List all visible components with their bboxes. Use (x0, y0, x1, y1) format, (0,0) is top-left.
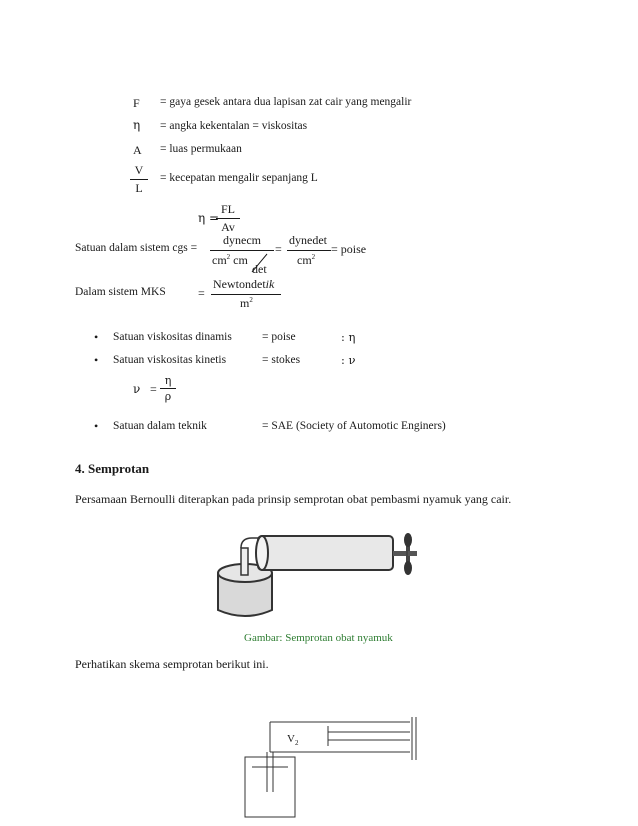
mks-den-text: m (240, 296, 250, 310)
cgs-eq: = (275, 242, 282, 256)
cgs-frac2-den-text: cm (297, 253, 312, 267)
schematic-v2-label (287, 733, 299, 748)
eta-formula-den: Av (221, 220, 235, 234)
nu-den: ρ (164, 390, 172, 403)
cgs-frac1-den-sup: 2 (226, 253, 231, 261)
mks-num-text: Newtondet (213, 277, 266, 291)
eta-formula-fraction (216, 202, 240, 235)
cgs-frac1-line (210, 250, 274, 251)
section-heading: 4. Semprotan (75, 461, 150, 476)
section-instruction: Perhatikan skema semprotan berikut ini. (75, 657, 269, 671)
def-text-eta: = angka kekentalan = viskositas (160, 120, 308, 132)
cgs-frac1-den-b: cm (233, 253, 248, 267)
section-paragraph: Persamaan Bernoulli diterapkan pada prinsip semprotan obat pembasmi nyamuk yang cair. (75, 492, 512, 506)
cgs-frac2-line (287, 250, 331, 251)
def-symbol-v-over-l (130, 163, 148, 196)
cgs-frac1-den (212, 253, 248, 268)
def-text-F: = gaya gesek antara dua lapisan zat cair yang mengalir (160, 96, 412, 108)
cgs-frac2-den (297, 253, 315, 268)
cgs-frac1-den-a: cm (212, 253, 227, 267)
eta-formula-num: FL (220, 202, 235, 216)
cgs-frac1-num: dynecm (223, 233, 261, 247)
cgs-result: = poise (331, 242, 367, 256)
nu-eq: = (150, 382, 157, 396)
cgs-frac2-den-sup: 2 (311, 253, 316, 261)
bullet-dot: • (94, 419, 99, 433)
def-v-num: V (134, 163, 144, 177)
cgs-frac2-num: dynedet (289, 233, 327, 247)
unit-technical-label: Satuan dalam teknik (113, 420, 207, 432)
cgs-label: Satuan dalam sistem cgs = (75, 242, 198, 254)
fraction-line (130, 179, 148, 180)
nu-num: η (164, 374, 172, 387)
mks-line (211, 294, 281, 295)
mks-num (213, 277, 274, 292)
sprayer-schematic (240, 712, 440, 822)
mks-num-italic: ik (265, 277, 275, 291)
schematic-v-sub: 2 (294, 739, 299, 748)
mks-den-sup: 2 (249, 296, 253, 304)
def-symbol-A: A (133, 143, 142, 157)
bullet-dot: • (94, 353, 99, 367)
unit-kinetic-label: Satuan viskositas kinetis (113, 354, 227, 366)
def-text-v-over-l: = kecepatan mengalir sepanjang L (160, 172, 318, 184)
unit-dynamic-value: = poise (262, 331, 296, 343)
def-symbol-eta: η (133, 118, 141, 132)
unit-technical-value: = SAE (Society of Automotic Enginers) (262, 420, 446, 432)
unit-kinetic-symbol: : ν (341, 353, 356, 367)
mks-den (240, 296, 253, 311)
def-l-den: L (135, 181, 143, 195)
cgs-frac1-den-c: det (252, 262, 267, 276)
mks-label: Dalam sistem MKS (75, 286, 166, 298)
unit-dynamic-label: Satuan viskositas dinamis (113, 331, 232, 343)
fraction-line (216, 218, 240, 219)
bullet-dot: • (94, 330, 99, 344)
nu-fraction (160, 374, 176, 403)
schematic-v-text: V (287, 733, 295, 745)
def-symbol-F: F (133, 96, 140, 110)
unit-dynamic-symbol: : η (341, 330, 356, 344)
unit-kinetic-value: = stokes (262, 354, 301, 366)
mks-eq: = (198, 286, 205, 300)
nu-lhs: ν (133, 382, 141, 396)
fraction-line (160, 388, 176, 389)
sprayer-illustration (210, 528, 430, 623)
figure-caption: Gambar: Semprotan obat nyamuk (244, 632, 393, 644)
def-text-A: = luas permukaan (160, 143, 242, 155)
eta-formula-lhs: η = (198, 211, 220, 225)
